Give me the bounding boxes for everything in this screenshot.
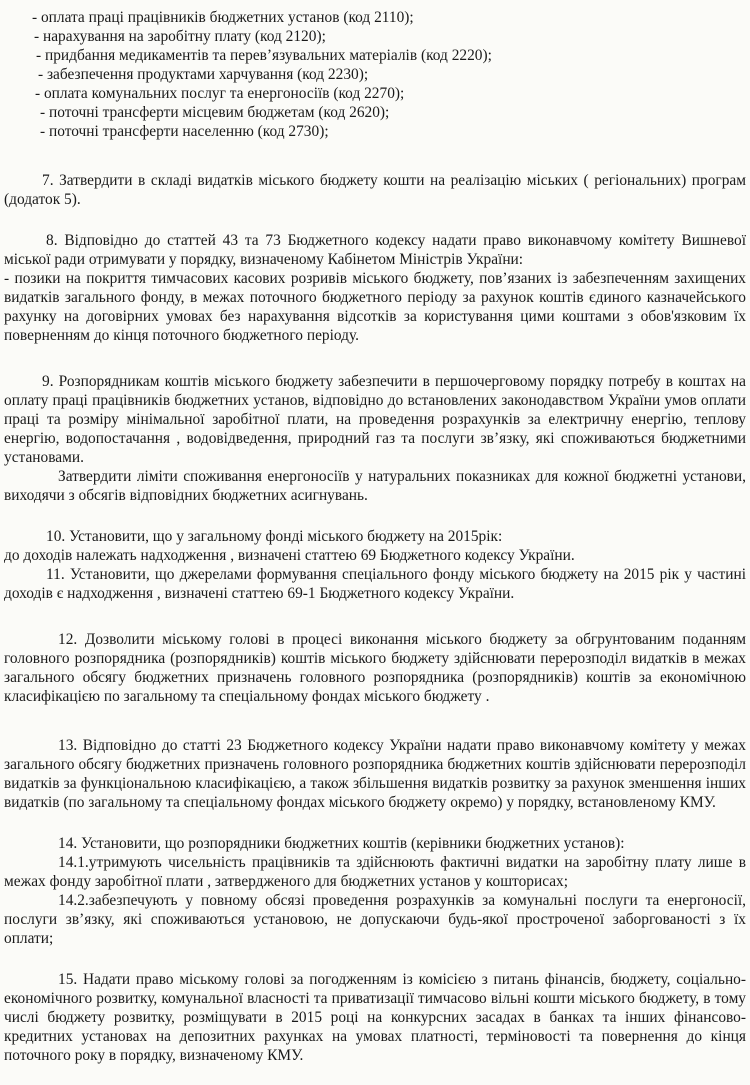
- paragraph-7: 7. Затвердити в складі видатків міського бюджету кошти на реалізацію міських ( регіональних) програм (додаток 5).: [4, 172, 746, 208]
- paragraph-14-1: 14.1.утримують чисельність працівників та здійснюють фактичні видатки на заробітну плату лише в межах фонду заробітної плати , затвердженого для бюджетних установ у кошторисах;: [4, 854, 746, 890]
- expense-code-list: [4, 8, 746, 141]
- list-item: - поточні трансферти населенню (код 2730);: [40, 123, 329, 140]
- paragraph-13: 13. Відповідно до статті 23 Бюджетного кодексу України надати право виконавчому комітету у межах загального обсягу бюджетних призначень головного розпорядника бюджетних коштів здійснювати перерозподіл видатків за функціональною класифікацією, а також збільшення видатків розвитку за рахунок зменшення інших видатків (по загальному та спеціальному фондах міського бюджету окремо) у порядку, встановленому КМУ.: [4, 737, 746, 811]
- paragraph-15: 15. Надати право міському голові за погодженням із комісією з питань фінансів, бюджету, соціально- економічного розвитку, комунальної власності та приватизації тимчасово вільні кошти міського бюджету, в тому числі бюджету розвитку, розміщувати в 2015 році на конкурсних засадах в банках та інших фінансово-кредитних установах на депозитних рахунках на умовах платності, терміновості та повернення до кінця поточного року в порядку, визначеному КМУ.: [4, 971, 746, 1064]
- paragraph-12: 12. Дозволити міському голові в процесі виконання міського бюджету за обгрунтованим поданням головного розпорядника (розпорядників) коштів міського бюджету здійснювати перерозподіл видатків в межах загального обсягу бюджетних призначень головного розпорядника (розпорядників) коштів за економічною класифікацією по загальному та спеціальному фондах міського бюджету .: [4, 631, 746, 705]
- paragraph-10: 10. Установити, що у загальному фонді міського бюджету на 2015рік:: [46, 528, 503, 545]
- paragraph-14: 14. Установити, що розпорядники бюджетних коштів (керівники бюджетних установ):: [58, 835, 625, 852]
- list-item: - придбання медикаментів та перев’язувальних матеріалів (код 2220);: [36, 47, 492, 64]
- list-item: - оплата праці працівників бюджетних установ (код 2110);: [32, 9, 414, 26]
- paragraph-11: 11. Установити, що джерелами формування спеціального фонду міського бюджету на 2015 рік у частині доходів є надходження , визначені статтею 69-1 Бюджетного кодексу України.: [4, 566, 746, 602]
- paragraph-10-b: до доходів належать надходження , визначені статтею 69 Бюджетного кодексу України.: [4, 547, 575, 564]
- list-item: - оплата комунальних послуг та енергоносіїв (код 2270);: [35, 85, 405, 102]
- list-item: - забезпечення продуктами харчування (код 2230);: [38, 66, 369, 83]
- list-item: - нарахування на заробітну плату (код 2120);: [34, 28, 326, 45]
- paragraph-9: 9. Розпорядникам коштів міського бюджету забезпечити в першочерговому порядку потребу в коштах на оплату праці працівників бюджетних установ, відповідно до встановлених законодавством України умов оплати праці та розміру мінімальної заробітної плати, на проведення розрахунків за електричну енергію, теплову енергію, водопостачання , водовідведення, природний газ та послуги зв’язку, які споживаються бюджетними установами.: [4, 373, 746, 466]
- paragraph-14-2: 14.2.забезпечують у повному обсязі проведення розрахунків за комунальні послуги та енергоносії, послуги зв’язку, які споживаються установою, не допускаючи будь-якої простроченої заборгованості з їх оплати;: [4, 892, 746, 947]
- paragraph-8: 8. Відповідно до статтей 43 та 73 Бюджетного кодексу надати право виконавчому комітету Вишневої міської ради отримувати у порядку, визначеному Кабінетом Міністрів України:: [4, 232, 746, 268]
- list-item: - поточні трансферти місцевим бюджетам (код 2620);: [40, 104, 390, 121]
- paragraph-8-sub: - позики на покриття тимчасових касових розривів міського бюджету, пов’язаних із забезпеченням захищених видатків загального фонду, в межах поточного бюджетного періоду за рахунок коштів єдиного казначейського рахунку на договірних умовах без нарахування відсотків за користування цими коштами з обов'язковим їх поверненням до кінця поточного бюджетного періоду.: [4, 270, 746, 344]
- paragraph-9-b: Затвердити ліміти споживання енергоносіїв у натуральних показниках для кожної бюджетні установи, виходячи з обсягів відповідних бюджетних асигнувань.: [4, 468, 746, 504]
